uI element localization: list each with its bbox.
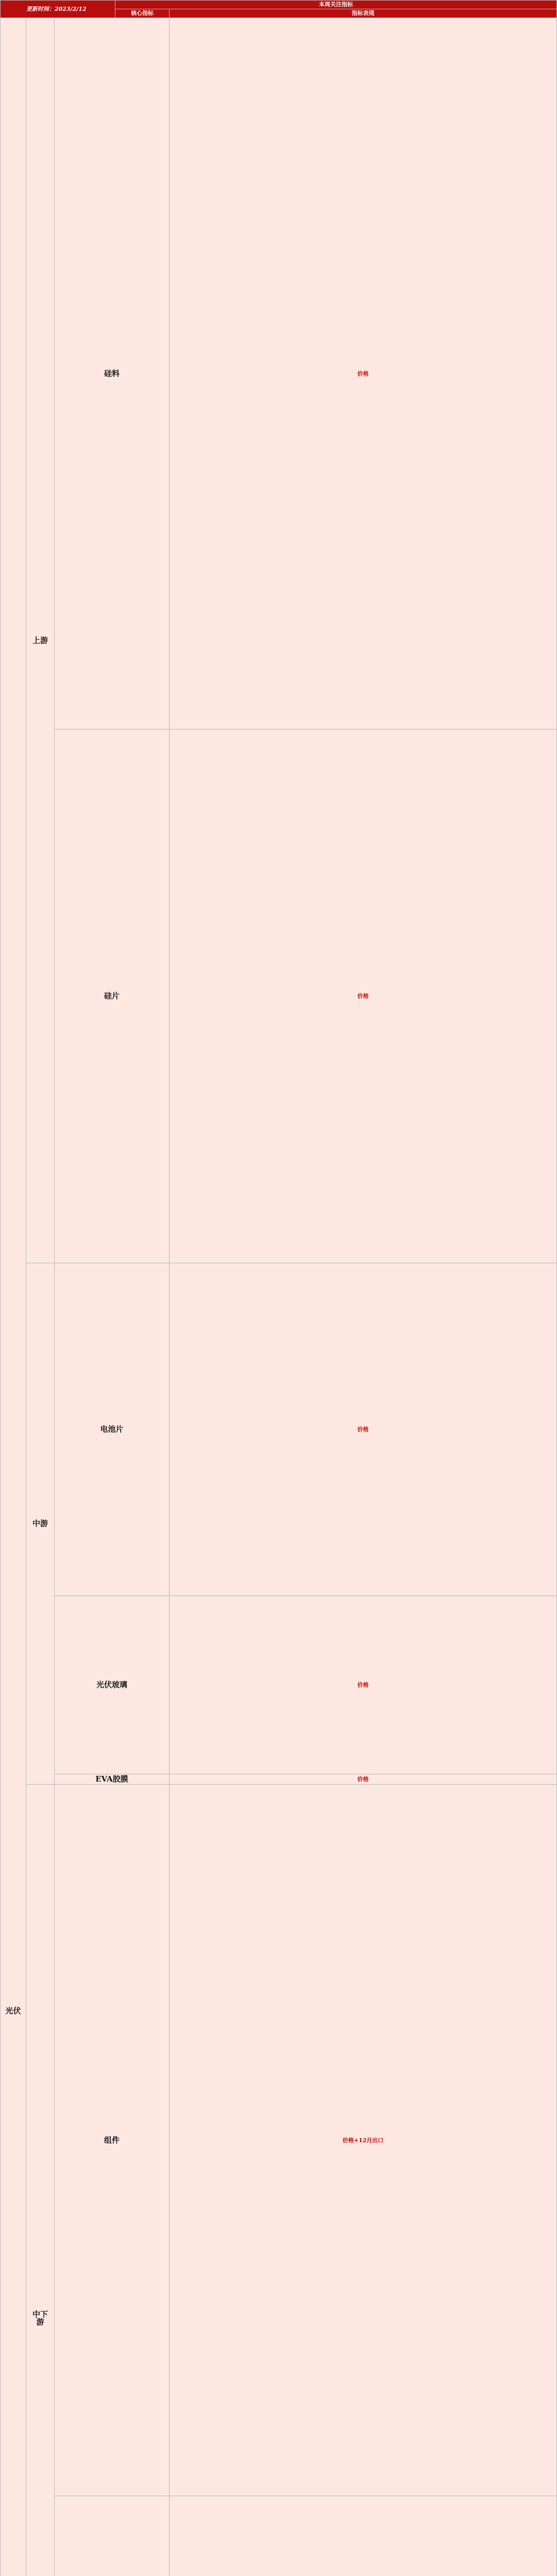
stage-upstream: 上游	[26, 18, 55, 1263]
row-pv-cell	[1, 1263, 557, 1596]
indicator-glass: 价格	[170, 1596, 557, 1774]
item-inverter	[55, 2496, 170, 2576]
indicator-silicon: 价格	[170, 18, 557, 730]
indicator-module: 价格+12月出口	[170, 1785, 557, 2496]
row-pv-silicon	[1, 18, 557, 730]
row-pv-wafer	[1, 730, 557, 1263]
category-pv: 光伏	[1, 18, 26, 2576]
row-pv-inverter	[1, 2496, 557, 2576]
item-glass: 光伏玻璃	[55, 1596, 170, 1774]
item-eva: EVA胶膜	[55, 1774, 170, 1785]
item-module: 组件	[55, 1785, 170, 2496]
table-title: 本周关注指标	[115, 1, 557, 9]
row-pv-eva	[1, 1774, 557, 1785]
header-row-1	[1, 1, 557, 9]
stage-mid-downstream: 中下游	[26, 1785, 55, 2576]
column-header-indicator: 核心指标	[115, 9, 170, 18]
row-pv-module	[1, 1785, 557, 2496]
indicator-eva: 价格	[170, 1774, 557, 1785]
indicator-inverter	[170, 2496, 557, 2576]
indicator-cell: 价格	[170, 1263, 557, 1596]
item-wafer: 硅片	[55, 730, 170, 1263]
row-pv-glass	[1, 1596, 557, 1774]
item-silicon: 硅料	[55, 18, 170, 730]
update-time: 更新时间：2023/2/12	[1, 1, 115, 18]
item-cell: 电池片	[55, 1263, 170, 1596]
column-header-performance: 指标表现	[170, 9, 557, 18]
stage-midstream: 中游	[26, 1263, 55, 1785]
indicator-wafer: 价格	[170, 730, 557, 1263]
